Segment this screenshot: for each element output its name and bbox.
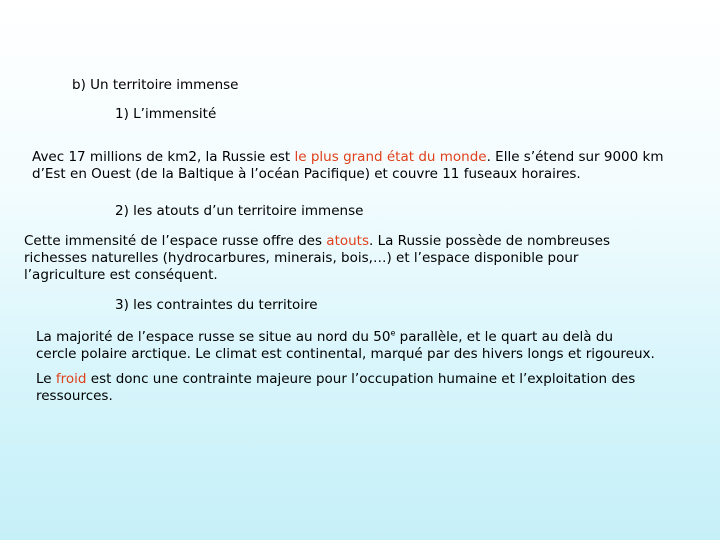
para4-text-a: Le	[36, 371, 56, 387]
para2-line2: richesses naturelles (hydrocarbures, minerais, bois,…) et l’espace disponible pour	[24, 250, 579, 266]
para1-text-b: . Elle s’étend sur 9000 km	[486, 149, 664, 165]
para2-text-b: . La Russie possède de nombreuses	[369, 233, 610, 249]
para2-line1	[24, 233, 704, 250]
paragraph-contraintes	[36, 329, 706, 363]
paragraph-immensite	[32, 149, 692, 183]
para2-line3: l’agriculture est conséquent.	[24, 267, 218, 283]
section-heading: b) Un territoire immense	[72, 77, 239, 93]
paragraph-froid	[36, 371, 706, 405]
highlight-atouts: atouts	[326, 233, 370, 249]
para4-line1	[36, 371, 706, 388]
superscript-e: e	[390, 328, 396, 338]
para1-text-a: Avec 17 millions de km2, la Russie est	[32, 149, 295, 165]
para4-line2: ressources.	[36, 388, 113, 404]
para3-text-b: parallèle, et le quart au delà du	[395, 329, 613, 345]
para3-line1	[36, 329, 706, 346]
highlight-froid: froid	[55, 371, 87, 387]
para3-text-a: La majorité de l’espace russe se situe au nord du 50	[36, 329, 391, 345]
para1-line2: d’Est en Ouest (de la Baltique à l’océan Pacifique) et couvre 11 fuseaux horaires.	[32, 166, 581, 182]
subsection-title-1: 1) L’immensité	[115, 106, 217, 122]
para3-line2: cercle polaire arctique. Le climat est continental, marqué par des hivers longs et rigoureux.	[36, 346, 655, 362]
subsection-title-2: 2) les atouts d’un territoire immense	[115, 203, 364, 219]
para4-text-b: est donc une contrainte majeure pour l’occupation humaine et l’exploitation des	[86, 371, 636, 387]
highlight-plus-grand-etat: le plus grand état du monde	[294, 149, 487, 165]
subsection-title-3: 3) les contraintes du territoire	[115, 297, 318, 313]
paragraph-atouts	[24, 233, 704, 284]
para2-text-a: Cette immensité de l’espace russe offre des	[24, 233, 327, 249]
para1-line1	[32, 149, 692, 166]
